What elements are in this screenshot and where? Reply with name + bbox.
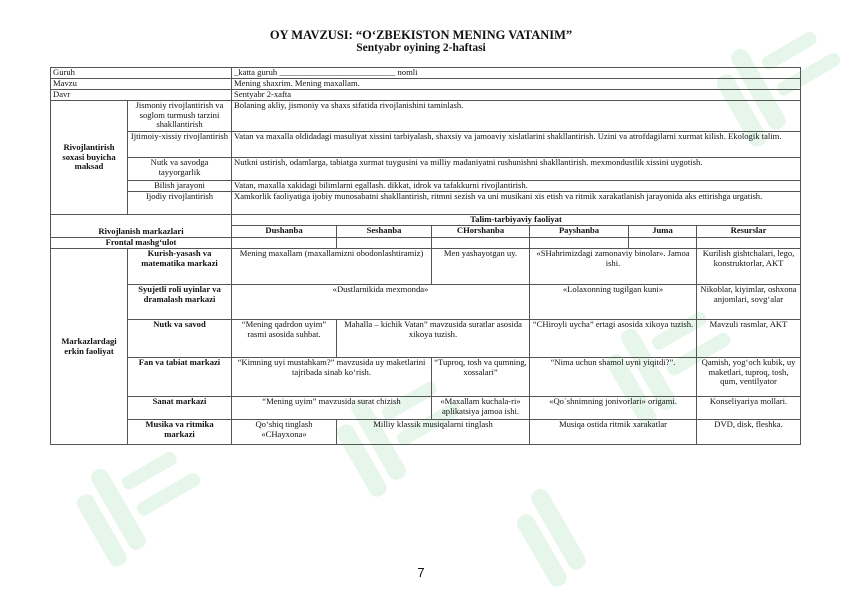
center-name: Sanat markazi xyxy=(128,397,232,420)
activity-cell: “CHiroyli uycha” ertagi asosida xikoya tuzish. xyxy=(530,320,697,358)
goal-row xyxy=(51,181,801,192)
info-row-period xyxy=(51,90,801,101)
day-header: CHorshanba xyxy=(432,226,530,238)
page-subtitle: Sentyabr oyining 2-haftasi xyxy=(356,42,486,54)
activity-cell: Mening maxallam (maxallamizni obodonlashtiramiz) xyxy=(232,249,432,285)
info-label: Mavzu xyxy=(51,79,232,90)
page-number: 7 xyxy=(417,565,425,580)
info-value: Mening shaxrim. Mening maxallam. xyxy=(232,79,801,90)
center-row xyxy=(51,285,801,320)
activity-cell: “Kimning uyi mustahkam?” mavzusida uy maketlarini tajribada sinab ko‘rish. xyxy=(232,358,432,397)
activity-cell: Men yashayotgan uy. xyxy=(432,249,530,285)
goal-row xyxy=(51,101,801,132)
resources-cell: Qamish, yog‘och kubik, uy maketlari, tuproq, tosh, qum, ventilyator xyxy=(697,358,801,397)
goal-text: Bolaning akliy, jismoniy va shaxs sifatida rivojlanishini taminlash. xyxy=(232,101,801,132)
center-row xyxy=(51,249,801,285)
resources-cell: Mavzuli rasmlar, AKT xyxy=(697,320,801,358)
goal-text: Vatan, maxalla xakidagi bilimlarni egallash. dikkat, idrok va tafakkurni rivojlantirish. xyxy=(232,181,801,192)
page-title: OY MAVZUSI: “O‘ZBEKISTON MENING VATANIM” xyxy=(269,28,573,42)
activity-cell: Qo‘shiq tinglash «CHayxona» xyxy=(232,420,337,445)
activity-header-row xyxy=(51,215,801,226)
goal-text: Vatan va maxalla oldidadagi masuliyat xissini tarbiyalash, shaxsiy va jamoaviy xislatlarini shakllantirish. Uzini va atrofdagilarni xurmat kilish. Ekologik talim. xyxy=(232,132,801,158)
activity-cell: Musiqa ostida ritmik xarakatlar xyxy=(530,420,697,445)
info-value: _katta guruh ___________________________ nomli xyxy=(232,68,801,79)
day-header: Juma xyxy=(629,226,697,238)
resources-cell: Nikoblar, kiyimlar, oshxona anjomlari, sovg‘alar xyxy=(697,285,801,320)
activity-cell: “Tuproq, tosh va qumning, xossalari” xyxy=(432,358,530,397)
morning-label: Frontal mashg‘ulot xyxy=(51,238,232,249)
activity-cell: «SHahrimizdagi zamonaviy binolar». Jamoa ishi. xyxy=(530,249,697,285)
goal-row xyxy=(51,132,801,158)
activity-cell: «Qo`shnimning jonivorlari» origami. xyxy=(530,397,697,420)
resources-cell: Konseliyariya mollari. xyxy=(697,397,801,420)
day-header: Payshanba xyxy=(530,226,629,238)
center-name: Fan va tabiat markazi xyxy=(128,358,232,397)
center-row xyxy=(51,358,801,397)
goal-area: Nutk va savodga tayyorgarlik xyxy=(128,158,232,181)
info-row-group xyxy=(51,68,801,79)
info-label: Davr xyxy=(51,90,232,101)
goal-row xyxy=(51,158,801,181)
weekly-plan-table xyxy=(50,67,801,445)
resources-cell: DVD, disk, fleshka. xyxy=(697,420,801,445)
day-header: Seshanba xyxy=(337,226,432,238)
center-name: Nutk va savod xyxy=(128,320,232,358)
day-header: Dushanba xyxy=(232,226,337,238)
activity-cell: “Mening qadrdon uyim” rasmi asosida suhbat. xyxy=(232,320,337,358)
activity-cell: Mahalla – kichik Vatan” mavzusida suratlar asosida xikoya tuzish. xyxy=(337,320,530,358)
info-value: Sentyabr 2-xafta xyxy=(232,90,801,101)
activity-cell: «Dustlarnikida mexmonda» xyxy=(232,285,530,320)
centers-header: Rivojlanish markazlari xyxy=(51,215,232,238)
free-activity-label: Markazlardagi erkin faoliyat xyxy=(51,249,128,445)
activity-cell: “Mening uyim” mavzusida surat chizish xyxy=(232,397,432,420)
goal-area: Jismoniy rivojlantirish va soglom turmush tarzini shakllantirish xyxy=(128,101,232,132)
goal-row xyxy=(51,192,801,215)
goal-area: Ijodiy rivojlantirish xyxy=(128,192,232,215)
center-name: Kurish-yasash va matematika markazi xyxy=(128,249,232,285)
resources-cell: Kurilish gishtchalari, lego, konstruktorlar, AKT xyxy=(697,249,801,285)
info-row-topic xyxy=(51,79,801,90)
goal-area: Bilish jarayoni xyxy=(128,181,232,192)
activity-cell: «Maxallam kuchala-ri» aplikatsiya jamoa ishi. xyxy=(432,397,530,420)
day-header: Resurslar xyxy=(697,226,801,238)
activity-cell: “Nima uchun shamol uyni yiqitdi?”. xyxy=(530,358,697,397)
activity-cell: Milliy klassik musiqalarni tinglash xyxy=(337,420,530,445)
center-name: Musika va ritmika markazi xyxy=(128,420,232,445)
center-name: Syujetli roli uyinlar va dramalash markazi xyxy=(128,285,232,320)
morning-row xyxy=(51,238,801,249)
center-row xyxy=(51,397,801,420)
center-row xyxy=(51,420,801,445)
goals-label: Rivojlantirish soxasi buyicha maksad xyxy=(51,101,128,215)
center-row xyxy=(51,320,801,358)
activity-header: Talim-tarbiyaviy faoliyat xyxy=(232,215,801,226)
activity-cell: «Lolaxonning tugilgan kuni» xyxy=(530,285,697,320)
goal-area: Ijtimoiy-xissiy rivojlantirish xyxy=(128,132,232,158)
goal-text: Xamkorlik faoliyatiga ijobiy munosabatni shakllantirish, ritmni sezish va uni musikani xis etish va ritmik xarakatlanish jarayonida aks ettirishga urgatish. xyxy=(232,192,801,215)
info-label: Guruh xyxy=(51,68,232,79)
goal-text: Nutkni ustirish, odamlarga, tabiatga xurmat tuygusini va milliy madaniyatni rushunishni shakllantirish. mexmondustlik xissini uygotish. xyxy=(232,158,801,181)
